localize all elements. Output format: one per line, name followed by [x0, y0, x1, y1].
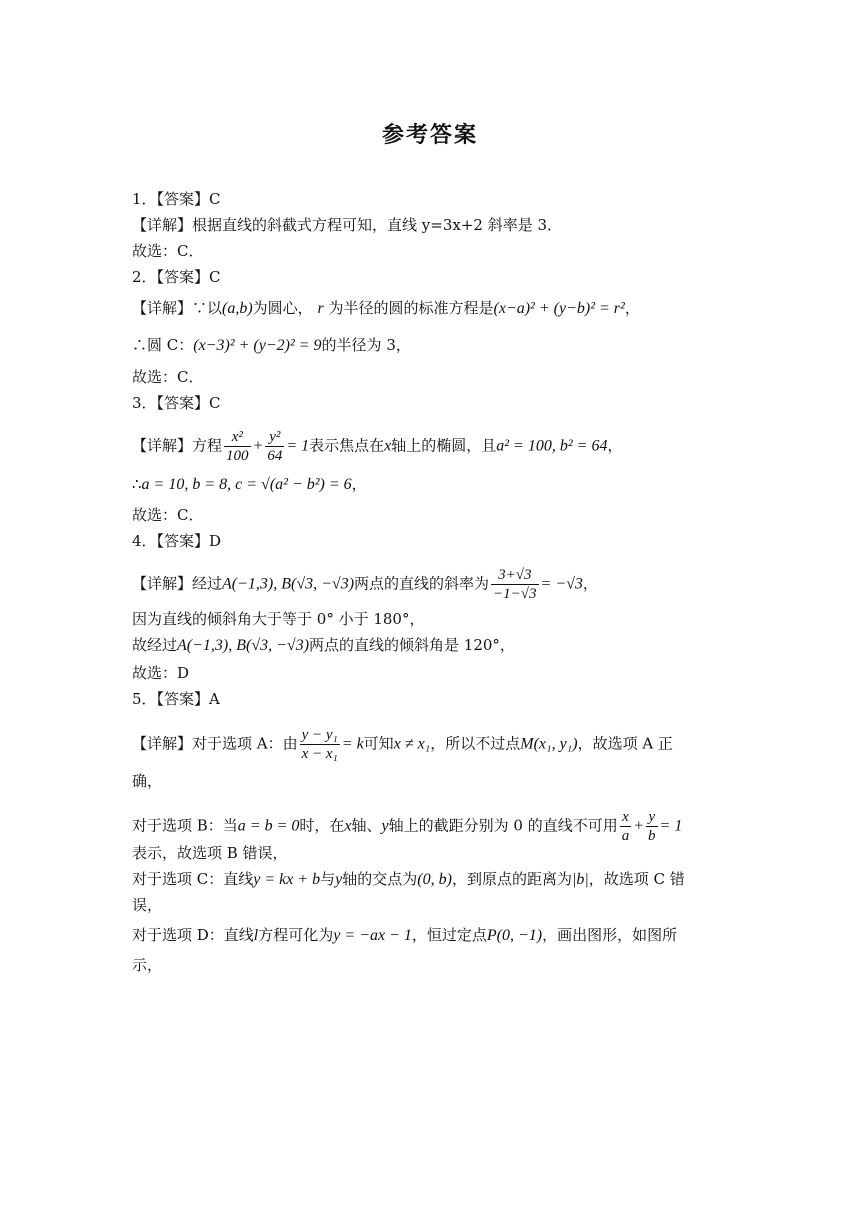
q4-line2: 因为直线的倾斜角大于等于 0° 小于 180°，: [132, 610, 425, 628]
q1-detail: 【详解】根据直线的斜截式方程可知，直线 y=3x+2 斜率是 3．: [132, 216, 563, 234]
q2-line2: [132, 334, 732, 357]
q2-detail-g: ，: [624, 299, 640, 317]
q4-detail-e: ，: [582, 574, 598, 593]
q5-intercept: (0, b): [417, 871, 452, 888]
q4-slope-frac: [491, 566, 538, 603]
q5-line7: [132, 924, 732, 947]
q5-l7-f: ，画出图形，如图所: [542, 926, 678, 944]
q5-l3-a: 对于选项 B：当: [132, 816, 238, 835]
q3-answer: 3．【答案】C: [132, 394, 221, 412]
q5-line8: 示，: [132, 956, 163, 974]
q2-line2-c: 的半径为 3，: [321, 336, 411, 354]
eq: = 1: [659, 817, 683, 835]
q5-line-d-eq: y = −ax − 1: [333, 927, 412, 944]
q5-l1-c: 可知: [363, 734, 394, 753]
q3-line2: [132, 473, 732, 496]
q5-l3-d: 轴、: [351, 816, 382, 835]
q4-line3: [132, 634, 732, 657]
q5-line-eq: y = kx + b: [253, 871, 321, 888]
q3-detail-b: 表示焦点在: [309, 436, 385, 455]
q5-l7-d: ，恒过定点: [411, 926, 487, 944]
q2-center: (a,b): [222, 300, 253, 317]
q4-line3-points: A(−1,3), B(√3, −√3): [177, 637, 310, 654]
q4-points: A(−1,3), B(√3, −√3): [222, 575, 355, 593]
q5-l3-x: x: [344, 817, 352, 835]
frac-den: 64: [267, 448, 283, 464]
q2-answer: 2．【答案】C: [132, 268, 221, 286]
q5-l5-h: ，故选项 C 错: [588, 870, 685, 888]
frac-den: b: [648, 828, 656, 844]
q5-frac: [300, 726, 340, 763]
q5-l1-g: ，故选项 A 正: [577, 734, 673, 753]
q3-x: x: [384, 437, 392, 455]
q4-detail-c: 两点的直线的斜率为: [354, 574, 490, 593]
q2-detail-a: 【详解】∵以: [132, 299, 223, 317]
q2-radius-symbol: r: [317, 300, 324, 317]
q3-choice: 故选：C．: [132, 506, 204, 524]
frac-num: x: [620, 808, 632, 827]
q4-detail: [132, 566, 732, 603]
q5-ab-zero: a = b = 0: [237, 817, 300, 835]
q5-line3: [132, 808, 732, 845]
q5-x-neq: x ≠ x₁: [393, 735, 431, 753]
q2-detail-c: 为圆心，: [252, 299, 313, 317]
q2-circle-equation: (x−a)² + (y−b)² = r²: [493, 300, 625, 317]
q5-l3-c: 时，在: [299, 816, 345, 835]
frac-num: y: [646, 808, 658, 827]
q5-line4: 表示，故选项 B 错误，: [132, 844, 288, 862]
eq: = 1: [286, 437, 310, 455]
q4-choice: 故选：D: [132, 664, 190, 682]
frac-den: x − x₁: [301, 746, 338, 762]
plus: +: [252, 437, 264, 455]
q3-line2-c: ，: [351, 475, 367, 493]
q5-l5-y: y: [335, 871, 343, 888]
q2-choice: 故选：C．: [132, 368, 204, 386]
q4-slope-value: = −√3: [540, 575, 583, 593]
frac-den: a: [621, 828, 630, 844]
q5-l7-a: 对于选项 D：直线: [132, 926, 254, 944]
frac-den: −1−√3: [493, 586, 537, 602]
q5-l3-y: y: [381, 817, 389, 835]
q2-line2-equation: (x−3)² + (y−2)² = 9: [193, 337, 322, 354]
q2-line2-a: ∴圆 C：: [132, 336, 194, 354]
q5-l3-e: 轴上的截距分别为 0 的直线不可用: [388, 816, 618, 835]
q4-line3-a: 故经过: [132, 636, 178, 654]
q5-l-symbol: l: [253, 927, 259, 944]
frac-num: y²: [265, 428, 284, 447]
q5-l5-f: ，到原点的距离为: [451, 870, 572, 888]
q1-answer: 1．【答案】C: [132, 190, 221, 208]
frac-num: 3+√3: [491, 566, 538, 585]
q3-detail-e: ，: [607, 436, 623, 455]
q5-line5: [132, 868, 732, 891]
q3-detail-c: 轴上的椭圆，且: [391, 436, 497, 455]
q5-line2: 确，: [132, 772, 163, 790]
q5-frac-xa: [620, 808, 632, 845]
q5-l1-a: 【详解】对于选项 A：由: [132, 734, 298, 753]
q3-a-b-values: a² = 100, b² = 64: [496, 437, 608, 455]
frac-num: y − y₁: [301, 727, 338, 743]
q5-line6: 误，: [132, 896, 163, 914]
q5-line1: [132, 726, 732, 763]
q5-point-p: P(0, −1): [486, 927, 543, 944]
q5-l7-b: 方程可化为: [258, 926, 334, 944]
plus: +: [633, 817, 645, 835]
q3-frac-y: [265, 428, 284, 465]
q3-detail: [132, 428, 732, 465]
page-title: 参考答案: [381, 123, 478, 148]
q3-detail-a: 【详解】方程: [132, 436, 223, 455]
q5-point-m: M(x₁, y₁): [520, 735, 578, 753]
frac-den: 100: [226, 448, 249, 464]
q5-abs-b: |b|: [571, 871, 589, 888]
q2-detail-e: 为半径的圆的标准方程是: [328, 299, 494, 317]
frac-num: x²: [224, 428, 251, 447]
q5-l5-a: 对于选项 C：直线: [132, 870, 254, 888]
q4-detail-a: 【详解】经过: [132, 574, 223, 593]
q5-answer: 5．【答案】A: [132, 690, 220, 708]
q3-frac-x: [224, 428, 251, 465]
q5-eq-k: = k: [341, 735, 364, 753]
q3-abc: a = 10, b = 8, c = √(a² − b²) = 6: [141, 476, 352, 493]
q2-detail: [132, 297, 732, 320]
q4-line3-c: 两点的直线的倾斜角是 120°，: [309, 636, 515, 654]
q5-frac-yb: [646, 808, 658, 845]
q1-choice: 故选：C．: [132, 242, 204, 260]
q5-l5-c: 与: [320, 870, 336, 888]
q5-l1-e: ，所以不过点: [430, 734, 521, 753]
q4-answer: 4．【答案】D: [132, 532, 222, 550]
q3-line2-a: ∴: [132, 475, 142, 493]
q5-l5-d: 轴的交点为: [342, 870, 418, 888]
